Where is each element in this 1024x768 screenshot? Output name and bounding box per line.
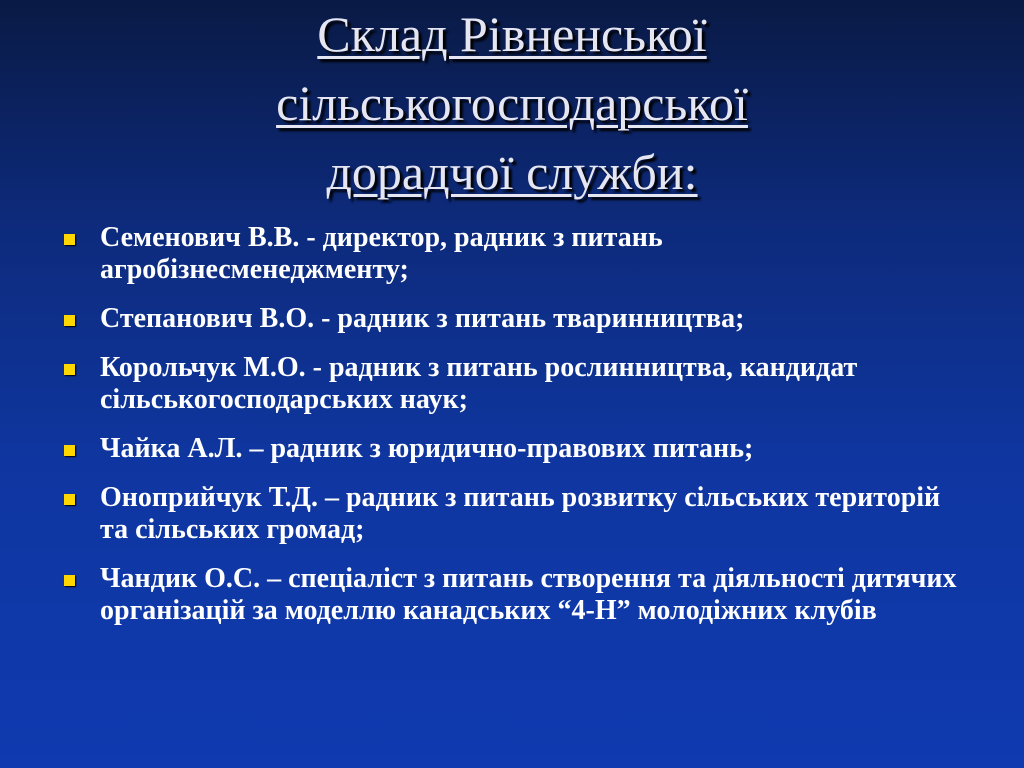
list-item xyxy=(62,482,962,546)
list-item xyxy=(62,433,962,465)
slide-title xyxy=(0,0,1024,207)
list-item-text: Чайка А.Л. – радник з юридично-правових питань; xyxy=(100,433,754,464)
list-item-text: Семенович В.В. - директор, радник з питань агробізнесменеджменту; xyxy=(100,222,663,285)
staff-list xyxy=(62,222,962,644)
list-item-text: Степанович В.О. - радник з питань тваринництва; xyxy=(100,303,745,334)
square-bullet-icon xyxy=(64,364,75,375)
title-line-2: сільськогосподарської xyxy=(276,75,748,131)
list-item xyxy=(62,352,962,416)
square-bullet-icon xyxy=(64,575,75,586)
title-line-1: Склад Рівненської xyxy=(317,6,707,62)
list-item-text: Чандик О.С. – спеціаліст з питань створення та діяльності дитячих організацій за моделлю канадських “4-Н” молодіжних клубів xyxy=(100,563,957,626)
list-item xyxy=(62,563,962,627)
list-item xyxy=(62,222,962,286)
square-bullet-icon xyxy=(64,315,75,326)
square-bullet-icon xyxy=(64,494,75,505)
list-item-text: Корольчук М.О. - радник з питань рослинництва, кандидат сільськогосподарських наук; xyxy=(100,352,858,415)
list-item-text: Оноприйчук Т.Д. – радник з питань розвитку сільських територій та сільських громад; xyxy=(100,482,941,545)
square-bullet-icon xyxy=(64,234,75,245)
title-line-3: дорадчої служби: xyxy=(326,144,698,200)
list-item xyxy=(62,303,962,335)
square-bullet-icon xyxy=(64,445,75,456)
